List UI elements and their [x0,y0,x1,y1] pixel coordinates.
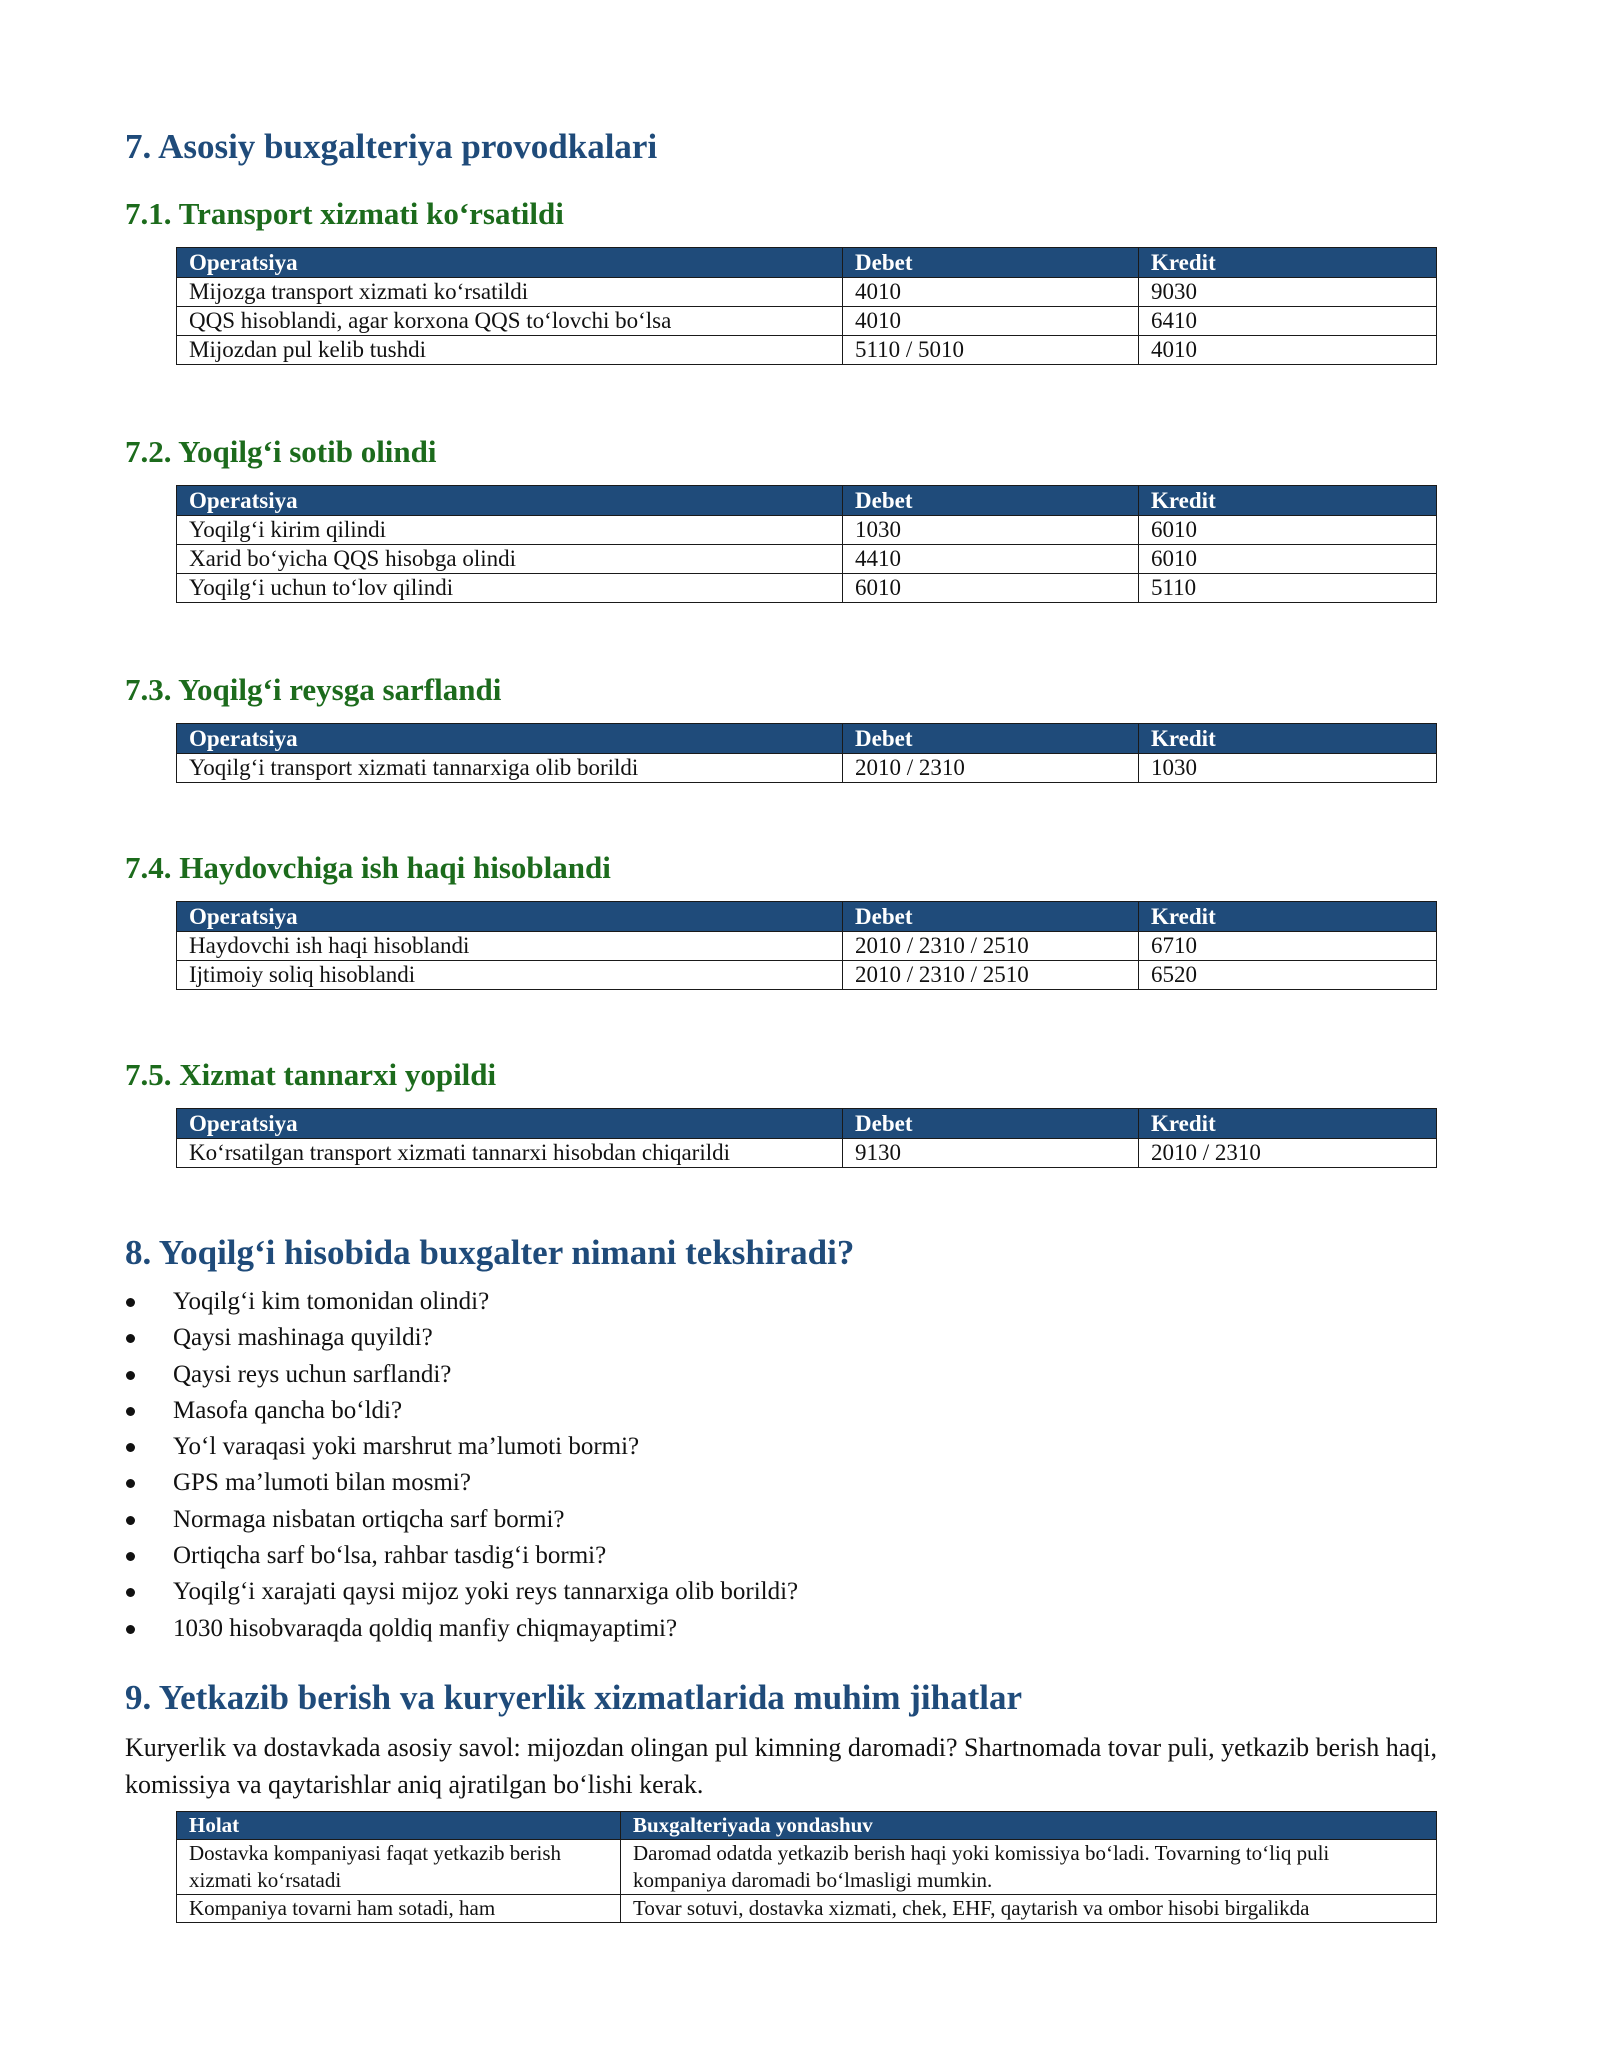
list-item [125,1357,798,1393]
section-7-heading: 7. Asosiy buxgalteriya provodkalari [125,127,658,166]
column-header-credit: Kredit [1139,724,1437,754]
list-item-text: Yo‘l varaqasi yoki marshrut ma’lumoti bormi? [173,1433,640,1461]
credit-cell: 5110 [1139,574,1437,603]
column-header-operation: Operatsiya [177,724,843,754]
credit-cell: 1030 [1139,754,1437,783]
bullet-icon [126,1479,135,1488]
table-row [177,336,1437,365]
table-row [177,574,1437,603]
subsection-7-1-heading: 7.1. Transport xizmati ko‘rsatildi [125,196,564,231]
column-header-debit: Debet [843,1109,1139,1139]
list-item-text: Qaysi reys uchun sarflandi? [173,1360,452,1388]
debit-cell: 5110 / 5010 [843,336,1139,365]
list-item-text: Qaysi mashinaga quyildi? [173,1324,433,1352]
table-row [177,307,1437,336]
table-header-row [177,1109,1437,1139]
subsection-7-4-heading: 7.4. Haydovchiga ish haqi hisoblandi [125,850,611,885]
table-header-row [177,486,1437,516]
column-header-debit: Debet [843,902,1139,932]
debit-cell: 4010 [843,307,1139,336]
table-row [177,1139,1437,1168]
debit-cell: 6010 [843,574,1139,603]
list-item [125,1320,798,1356]
list-item-text: Yoqilg‘i kim tomonidan olindi? [173,1288,490,1315]
list-item-text: 1030 hisobvaraqda qoldiq manfiy chiqmayaptimi? [173,1614,678,1642]
column-header-credit: Kredit [1139,486,1437,516]
case-cell: Dostavka kompaniyasi faqat yetkazib berish xizmati ko‘rsatadi [177,1840,621,1895]
operation-cell: Yoqilg‘i kirim qilindi [177,516,843,545]
table-row [177,932,1437,961]
journal-table-7-2 [176,485,1437,603]
operation-cell: Mijozdan pul kelib tushdi [177,336,843,365]
list-item [125,1502,798,1538]
credit-cell: 6410 [1139,307,1437,336]
list-item [125,1538,798,1574]
credit-cell: 2010 / 2310 [1139,1139,1437,1168]
operation-cell: Yoqilg‘i uchun to‘lov qilindi [177,574,843,603]
debit-cell: 1030 [843,516,1139,545]
operation-cell: Ko‘rsatilgan transport xizmati tannarxi hisobdan chiqarildi [177,1139,843,1168]
operation-cell: QQS hisoblandi, agar korxona QQS to‘lovchi bo‘lsa [177,307,843,336]
debit-cell: 2010 / 2310 [843,754,1139,783]
journal-table-7-3 [176,723,1437,783]
bullet-icon [126,1552,135,1561]
operation-cell: Xarid bo‘yicha QQS hisobga olindi [177,545,843,574]
table-row [177,1840,1437,1895]
list-item [125,1429,798,1465]
delivery-table [176,1811,1437,1923]
bullet-icon [126,1625,135,1634]
debit-cell: 4410 [843,545,1139,574]
debit-cell: 2010 / 2310 / 2510 [843,932,1139,961]
credit-cell: 6520 [1139,961,1437,990]
column-header-credit: Kredit [1139,248,1437,278]
operation-cell: Ijtimoiy soliq hisoblandi [177,961,843,990]
debit-cell: 9130 [843,1139,1139,1168]
credit-cell: 4010 [1139,336,1437,365]
bullet-icon [126,1371,135,1380]
list-item-text: Yoqilg‘i xarajati qaysi mijoz yoki reys tannarxiga olib borildi? [173,1578,799,1606]
list-item [125,1611,798,1647]
table-header-row [177,724,1437,754]
section-8-heading: 8. Yoqilg‘i hisobida buxgalter nimani tekshiradi? [125,1233,855,1272]
credit-cell: 6710 [1139,932,1437,961]
subsection-7-2-heading: 7.2. Yoqilg‘i sotib olindi [125,434,437,469]
column-header-debit: Debet [843,724,1139,754]
credit-cell: 9030 [1139,278,1437,307]
section-9-heading: 9. Yetkazib berish va kuryerlik xizmatlarida muhim jihatlar [125,1678,1023,1717]
debit-cell: 4010 [843,278,1139,307]
journal-table-7-5 [176,1108,1437,1168]
list-item-text: Ortiqcha sarf bo‘lsa, rahbar tasdig‘i bormi? [173,1542,607,1570]
operation-cell: Mijozga transport xizmati ko‘rsatildi [177,278,843,307]
bullet-icon [126,1407,135,1416]
bullet-icon [126,1516,135,1525]
approach-cell: Tovar sotuvi, dostavka xizmati, chek, EHF, qaytarish va ombor hisobi birgalikda [621,1895,1437,1923]
subsection-7-5-heading: 7.5. Xizmat tannarxi yopildi [125,1057,497,1092]
list-item [125,1574,798,1610]
table-row [177,961,1437,990]
bullet-icon [126,1588,135,1597]
table-row [177,1895,1437,1923]
bullet-icon [126,1443,135,1452]
list-item-text: Masofa qancha bo‘ldi? [173,1396,403,1424]
column-header-case: Holat [177,1812,621,1840]
column-header-operation: Operatsiya [177,1109,843,1139]
column-header-operation: Operatsiya [177,486,843,516]
list-item [125,1393,798,1429]
list-item [125,1465,798,1501]
column-header-credit: Kredit [1139,902,1437,932]
table-row [177,516,1437,545]
list-item-text: Normaga nisbatan ortiqcha sarf bormi? [173,1505,565,1533]
operation-cell: Yoqilg‘i transport xizmati tannarxiga olib borildi [177,754,843,783]
column-header-operation: Operatsiya [177,902,843,932]
checklist [125,1284,798,1647]
subsection-7-3-heading: 7.3. Yoqilg‘i reysga sarflandi [125,672,502,707]
credit-cell: 6010 [1139,516,1437,545]
column-header-approach: Buxgalteriyada yondashuv [621,1812,1437,1840]
operation-cell: Haydovchi ish haqi hisoblandi [177,932,843,961]
table-row [177,754,1437,783]
column-header-debit: Debet [843,486,1139,516]
column-header-debit: Debet [843,248,1139,278]
table-header-row [177,1812,1437,1840]
bullet-icon [126,1298,135,1307]
list-item-text: GPS ma’lumoti bilan mosmi? [173,1469,471,1497]
credit-cell: 6010 [1139,545,1437,574]
table-row [177,278,1437,307]
debit-cell: 2010 / 2310 / 2510 [843,961,1139,990]
table-header-row [177,902,1437,932]
journal-table-7-1 [176,247,1437,365]
table-header-row [177,248,1437,278]
column-header-operation: Operatsiya [177,248,843,278]
journal-table-7-4 [176,901,1437,990]
section-9-intro: Kuryerlik va dostavkada asosiy savol: mijozdan olingan pul kimning daromadi? Shartnomada tovar puli, yetkazib berish haqi, komissiya va qaytarishlar aniq ajratilgan bo‘lishi kerak. [125,1733,1437,1799]
approach-cell: Daromad odatda yetkazib berish haqi yoki komissiya bo‘ladi. Tovarning to‘liq puli kompaniya daromadi bo‘lmasligi mumkin. [621,1840,1437,1895]
bullet-icon [126,1334,135,1343]
list-item [125,1284,798,1320]
case-cell: Kompaniya tovarni ham sotadi, ham [177,1895,621,1923]
table-row [177,545,1437,574]
column-header-credit: Kredit [1139,1109,1437,1139]
